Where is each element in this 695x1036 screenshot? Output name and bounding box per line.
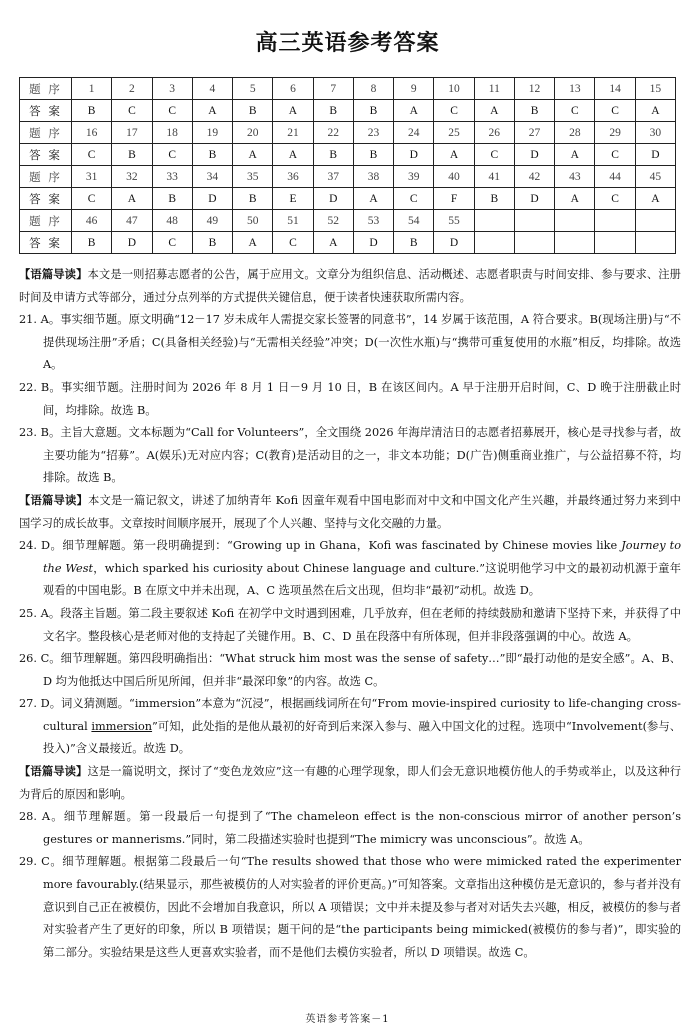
question-number-cell: 20 [233, 122, 273, 144]
answer-cell: B [353, 144, 393, 166]
guide-label: 【语篇导读】 [19, 268, 88, 281]
answer-cell [595, 232, 635, 254]
question-number-row [20, 210, 676, 232]
answer-cell: C [152, 100, 192, 122]
answer-cell: B [152, 188, 192, 210]
answer-cell: C [72, 144, 112, 166]
question-number-label: 题 序 [20, 122, 72, 144]
passage-guide [19, 490, 681, 535]
question-number-label: 题 序 [20, 210, 72, 232]
guide-text: 本文是一则招募志愿者的公告，属于应用文。文章分为组织信息、活动概述、志愿者职责与时间安排、参与要求、注册时间及申请方式等部分，通过分点列举的方式提供关键信息，便于读者快速获取所需内容。 [19, 268, 681, 304]
answer-cell [474, 232, 514, 254]
explanation-text: 27. D。词义猜测题。“immersion”本意为“沉浸”，根据画线词所在句“From movie-inspired curiosity to life-changing cross-cultural [19, 697, 681, 733]
answer-cell: C [152, 232, 192, 254]
answer-cell: A [313, 232, 353, 254]
answer-cell: C [273, 232, 313, 254]
answer-cell: D [313, 188, 353, 210]
page-footer: 英语参考答案－1 [305, 1014, 390, 1025]
answer-row [20, 144, 676, 166]
question-number-cell: 6 [273, 78, 313, 100]
answer-cell: A [273, 144, 313, 166]
question-number-cell: 24 [394, 122, 434, 144]
question-number-cell: 15 [635, 78, 675, 100]
answer-cell: A [635, 100, 675, 122]
answer-cell: A [434, 144, 474, 166]
answer-cell: D [514, 188, 554, 210]
answer-cell: B [474, 188, 514, 210]
answer-cell: D [394, 144, 434, 166]
answer-cell: D [112, 232, 152, 254]
question-number-cell: 35 [233, 166, 273, 188]
question-number-cell: 28 [555, 122, 595, 144]
question-number-cell: 37 [313, 166, 353, 188]
question-number-row [20, 78, 676, 100]
answer-cell: C [595, 144, 635, 166]
question-number-cell: 32 [112, 166, 152, 188]
question-number-cell: 46 [72, 210, 112, 232]
question-number-label: 题 序 [20, 78, 72, 100]
guide-label: 【语篇导读】 [19, 765, 88, 779]
answer-row [20, 232, 676, 254]
answer-cell: A [635, 188, 675, 210]
answer-cell: A [192, 100, 232, 122]
answer-cell: B [233, 188, 273, 210]
question-number-cell: 50 [233, 210, 273, 232]
question-number-cell: 45 [635, 166, 675, 188]
answer-cell: C [595, 100, 635, 122]
question-number-cell: 10 [434, 78, 474, 100]
explanation-24 [19, 535, 681, 603]
question-number-cell: 18 [152, 122, 192, 144]
explanation-23: 23. B。主旨大意题。文本标题为“Call for Volunteers”，全文围绕 2026 年海岸清洁日的志愿者招募展开，核心是寻找参与者，故主要功能为“招募”。A(娱乐)无对应内容；C(教育)是活动目的之一，非文本功能；D(广告)侧重商业推广，与公益招募不符，均排除。故选 B。 [19, 426, 681, 485]
question-number-cell: 5 [233, 78, 273, 100]
answer-cell: A [474, 100, 514, 122]
question-number-cell: 25 [434, 122, 474, 144]
question-number-cell: 40 [434, 166, 474, 188]
answer-cell: A [233, 144, 273, 166]
question-number-row [20, 166, 676, 188]
question-number-cell [514, 210, 554, 232]
question-number-cell: 13 [555, 78, 595, 100]
question-number-cell: 53 [353, 210, 393, 232]
guide-text: 本文是一篇记叙文，讲述了加纳青年 Kofi 因童年观看中国电影而对中文和中国文化产生兴趣，并最终通过努力来到中国学习的成长故事。文章按时间顺序展开，展现了个人兴趣、坚持与文化交融的力量。 [19, 493, 681, 530]
question-number-cell: 9 [394, 78, 434, 100]
answer-cell: B [192, 232, 232, 254]
answer-cell: C [595, 188, 635, 210]
question-number-cell: 36 [273, 166, 313, 188]
answer-cell: A [112, 188, 152, 210]
question-number-cell: 11 [474, 78, 514, 100]
answer-cell: C [474, 144, 514, 166]
answer-cell [635, 232, 675, 254]
question-number-cell: 41 [474, 166, 514, 188]
answer-cell: D [353, 232, 393, 254]
explanation-29: 29. C。细节理解题。根据第二段最后一句“The results showed that those who were mimicked rated the experimenter more favourably.(结果显示，那些被模仿的人对实验者的评价更高。)”可知答案。文章指出这种模仿是无意识的，参与者并没有意识到自己正在被模仿，因此不会增加自我意识，所以 A 项错误；文中并未提及参与者对对话失去兴趣，相反，被模仿的参与者对实验者产生了更好的印象，所以 B 项错误；题干问的是“the participants being mimicked(被模仿的参与者)”，即实验的第二部分。实验结果是这些人更喜欢实验者，而不是他们去模仿实验者，所以 D 项错误。故选 C。 [19, 855, 681, 959]
answer-cell: F [434, 188, 474, 210]
question-number-cell: 54 [394, 210, 434, 232]
answer-label: 答 案 [20, 232, 72, 254]
question-number-cell: 44 [595, 166, 635, 188]
question-number-cell: 1 [72, 78, 112, 100]
question-number-cell: 31 [72, 166, 112, 188]
answer-cell: C [152, 144, 192, 166]
question-number-cell: 43 [555, 166, 595, 188]
question-number-cell [635, 210, 675, 232]
answer-cell: C [434, 100, 474, 122]
answer-cell: B [313, 144, 353, 166]
question-number-cell: 27 [514, 122, 554, 144]
answer-cell: D [514, 144, 554, 166]
question-number-cell [555, 210, 595, 232]
question-number-cell: 33 [152, 166, 192, 188]
answer-cell: D [192, 188, 232, 210]
answer-cell: A [273, 100, 313, 122]
question-number-cell: 8 [353, 78, 393, 100]
answer-cell: C [394, 188, 434, 210]
answer-cell: A [394, 100, 434, 122]
explanation-text: ，which sparked his curiosity about Chinese language and culture.”这说明他学习中文的最初动机源于童年观看的中国电影。B 在原文中并未出现，A、C 选项虽然在后文出现，但均非“最初”动机。故选 D。 [43, 561, 681, 598]
explanation-25: 25. A。段落主旨题。第二段主要叙述 Kofi 在初学中文时遇到困难，几乎放弃，但在老师的持续鼓励和邀请下坚持下来，并获得了中文名字。整段核心是老师对他的支持起了关键作用。B、C、D 虽在段落中有所体现，但并非段落强调的中心。故选 A。 [19, 606, 681, 643]
question-number-cell: 4 [192, 78, 232, 100]
question-number-cell: 19 [192, 122, 232, 144]
question-number-cell: 29 [595, 122, 635, 144]
question-number-cell: 30 [635, 122, 675, 144]
answer-label: 答 案 [20, 144, 72, 166]
answer-label: 答 案 [20, 188, 72, 210]
underlined-word: immersion [91, 719, 153, 733]
question-number-cell: 49 [192, 210, 232, 232]
answer-label: 答 案 [20, 100, 72, 122]
answer-cell: B [72, 100, 112, 122]
explanation-28: 28. A。细节理解题。第一段最后一句提到了“The chameleon effect is the non-conscious mirror of another person’s gestures or mannerisms.”同时，第二段描述实验时也提到“The mimicry was unconscious”。故选 A。 [19, 810, 681, 846]
explanation-text: ”可知，此处指的是他从最初的好奇到后来深入参与、融入中国文化的过程。选项中“Involvement(参与、投入)”含义最接近。故选 D。 [43, 719, 682, 756]
explanation-27 [19, 693, 681, 761]
question-number-cell: 22 [313, 122, 353, 144]
explanation-26: 26. C。细节理解题。第四段明确指出：“What struck him most was the sense of safety…”即“最打动他的是安全感”。A、B、D 均为他抵达中国后所见所闻，但并非“最深印象”的内容。故选 C。 [19, 652, 681, 688]
question-number-cell: 21 [273, 122, 313, 144]
question-number-cell: 39 [394, 166, 434, 188]
question-number-cell: 34 [192, 166, 232, 188]
question-number-cell: 48 [152, 210, 192, 232]
answer-cell: A [555, 188, 595, 210]
question-number-cell: 38 [353, 166, 393, 188]
answer-cell: A [353, 188, 393, 210]
explanation-text: 24. D。细节理解题。第一段明确提到：“Growing up in Ghana，Kofi was fascinated by Chinese movies like [19, 539, 622, 553]
answer-explanations [19, 264, 681, 964]
answer-cell: C [72, 188, 112, 210]
question-number-cell: 7 [313, 78, 353, 100]
answer-cell: C [112, 100, 152, 122]
question-number-cell [474, 210, 514, 232]
answer-cell: B [313, 100, 353, 122]
passage-guide [19, 761, 681, 806]
question-number-cell: 2 [112, 78, 152, 100]
answer-cell: B [514, 100, 554, 122]
answer-cell: B [394, 232, 434, 254]
question-number-cell: 26 [474, 122, 514, 144]
question-number-cell: 51 [273, 210, 313, 232]
answer-cell: A [555, 144, 595, 166]
answer-cell: C [555, 100, 595, 122]
question-number-cell [595, 210, 635, 232]
answer-cell: B [112, 144, 152, 166]
page-title: 高三英语参考答案 [255, 31, 440, 56]
explanation-21: 21. A。事实细节题。原文明确“12－17 岁未成年人需提交家长签署的同意书”，14 岁属于该范围，A 符合要求。B(现场注册)与“不提供现场注册”矛盾；C(具备相关经验)与“无需相关经验”冲突；D(一次性水瓶)与“携带可重复使用的水瓶”相反，均排除。故选 A。 [19, 313, 681, 372]
question-number-cell: 14 [595, 78, 635, 100]
passage-guide [19, 264, 681, 309]
question-number-cell: 47 [112, 210, 152, 232]
question-number-cell: 17 [112, 122, 152, 144]
question-number-cell: 12 [514, 78, 554, 100]
explanation-22: 22. B。事实细节题。注册时间为 2026 年 8 月 1 日－9 月 10 日，B 在该区间内。A 早于注册开启时间，C、D 晚于注册截止时间，均排除。故选 B。 [19, 380, 681, 417]
answer-cell [514, 232, 554, 254]
answer-cell: D [635, 144, 675, 166]
question-number-cell: 16 [72, 122, 112, 144]
answer-cell [555, 232, 595, 254]
question-number-cell: 23 [353, 122, 393, 144]
question-number-cell: 52 [313, 210, 353, 232]
question-number-cell: 55 [434, 210, 474, 232]
answer-cell: B [233, 100, 273, 122]
answer-cell: B [192, 144, 232, 166]
answer-cell: B [72, 232, 112, 254]
question-number-label: 题 序 [20, 166, 72, 188]
answer-table [19, 77, 676, 254]
answer-row [20, 100, 676, 122]
guide-label: 【语篇导读】 [19, 493, 88, 507]
guide-text: 这是一篇说明文，探讨了“变色龙效应”这一有趣的心理学现象，即人们会无意识地模仿他人的手势或举止，以及这种行为背后的原因和影响。 [19, 765, 681, 801]
movie-title: Journey to the West [43, 539, 681, 575]
question-number-row [20, 122, 676, 144]
answer-cell: A [233, 232, 273, 254]
answer-row [20, 188, 676, 210]
answer-cell: E [273, 188, 313, 210]
answer-cell: D [434, 232, 474, 254]
answer-cell: B [353, 100, 393, 122]
question-number-cell: 42 [514, 166, 554, 188]
question-number-cell: 3 [152, 78, 192, 100]
